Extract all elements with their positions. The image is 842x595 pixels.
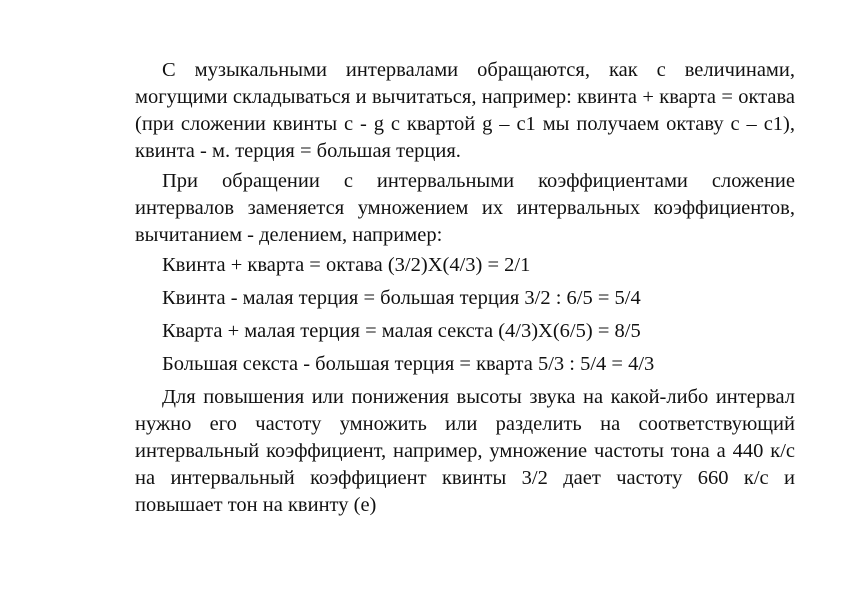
formula-list xyxy=(135,252,795,378)
formula-line: Большая секста - большая терция = кварта 5/3 : 5/4 = 4/3 xyxy=(162,353,655,375)
paragraph-intervals-addition: С музыкальными интервалами обращаются, как с величинами, могущими складываться и вычитаться, например: квинта + кварта = октава (при сложении квинты с - g с квартой g – c1 мы получаем октаву с – с1), квинта - м. терция = большая терция. xyxy=(135,59,795,162)
document-page xyxy=(135,57,795,522)
paragraph-frequency-change: Для повышения или понижения высоты звука на какой-либо интервал нужно его частоту умножить или разделить на соответствующий интервальный коэффициент, например, умножение частоты тона а 440 к/с на интервальный коэффициент квинты 3/2 дает частоту 660 к/с и повышает тон на квинту (е) xyxy=(135,386,795,516)
formula-line: Квинта - малая терция = большая терция 3/2 : 6/5 = 5/4 xyxy=(162,287,641,309)
paragraph-coefficients: При обращении с интервальными коэффициентами сложение интервалов заменяется умножением их интервальных коэффициентов, вычитанием - делением, например: xyxy=(135,170,795,246)
formula-line: Квинта + кварта = октава (3/2)Х(4/3) = 2/1 xyxy=(162,254,531,276)
formula-line: Кварта + малая терция = малая секста (4/3)Х(6/5) = 8/5 xyxy=(162,320,641,342)
